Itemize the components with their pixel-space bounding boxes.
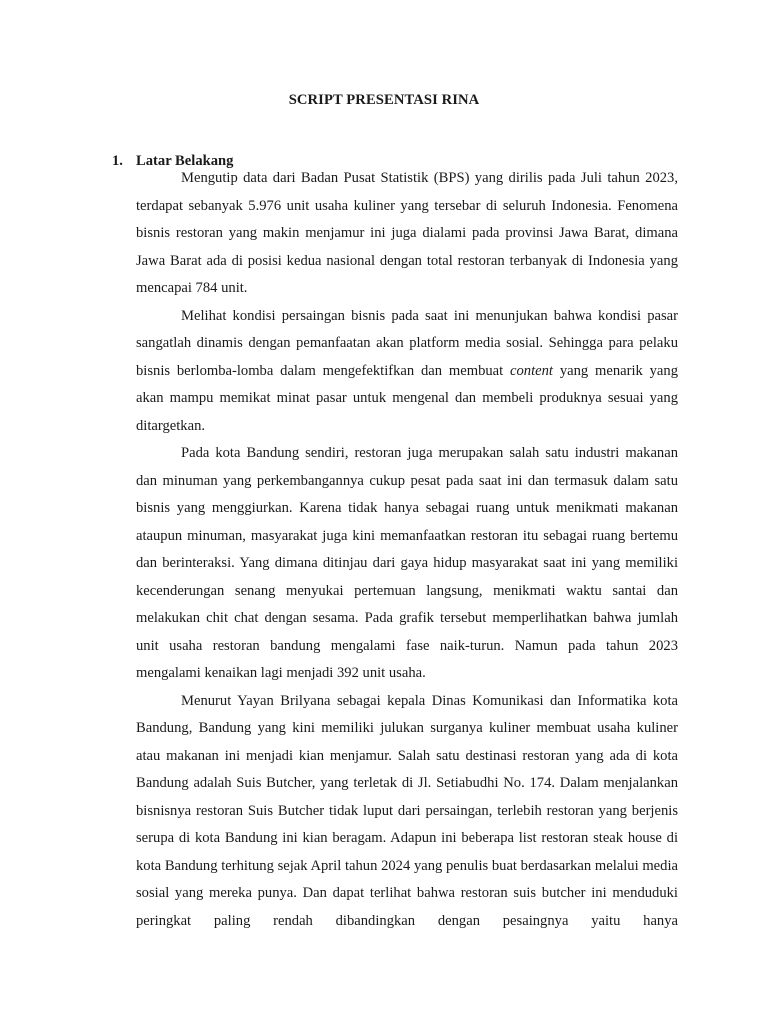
- paragraph-2-text-after: yang menarik yang akan mampu memikat minat pasar untuk mengenal dan membeli produknya sesuai yang ditargetkan.: [136, 362, 679, 434]
- paragraph-2-text-before: Melihat kondisi persaingan bisnis pada saat ini menunjukan bahwa kondisi pasar sangatlah dinamis dengan pemanfaatan akan platform media sosial. Sehingga para pelaku bisnis berlomba-lomba dalam mengefektifkan dan membuat: [136, 307, 678, 379]
- paragraph-3: Pada kota Bandung sendiri, restoran juga merupakan salah satu industri makanan dan minuman yang perkembangannya cukup pesat pada saat ini dan termasuk dalam satu bisnis yang menggiurkan. Karena tidak hanya sebagai ruang untuk menikmati makanan ataupun minuman, masyarakat juga kini memanfaatkan restoran itu sebagai ruang bertemu dan berinteraksi. Yang dimana ditinjau dari gaya hidup masyarakat saat ini yang memiliki kecenderungan senang menyukai pertemuan langsung, menikmati waktu santai dan melakukan chit chat dengan sesama. Pada grafik tersebut memperlihatkan bahwa jumlah unit usaha restoran bandung mengalami fase naik-turun. Namun pada tahun 2023 mengalami kenaikan lagi menjadi 392 unit usaha.: [136, 445, 678, 681]
- section-number: 1.: [112, 153, 123, 169]
- document-title: SCRIPT PRESENTASI RINA: [288, 92, 480, 108]
- paragraph-1: Mengutip data dari Badan Pusat Statistik (BPS) yang dirilis pada Juli tahun 2023, terdapat sebanyak 5.976 unit usaha kuliner yang tersebar di seluruh Indonesia. Fenomena bisnis restoran yang makin menjamur ini juga dialami pada provinsi Jawa Barat, dimana Jawa Barat ada di posisi kedua nasional dengan total restoran terbanyak di Indonesia yang mencapai 784 unit.: [136, 170, 678, 296]
- paragraph-2-italic-term: content: [510, 362, 553, 379]
- section-latar-belakang: [112, 152, 678, 935]
- paragraph-2: [136, 303, 678, 441]
- section-heading: [112, 152, 678, 170]
- paragraph-4: Menurut Yayan Brilyana sebagai kepala Dinas Komunikasi dan Informatika kota Bandung, Bandung yang kini memiliki julukan surganya kuliner membuat usaha kuliner atau makanan ini menjadi kian menjamur. Salah satu destinasi restoran yang ada di kota Bandung adalah Suis Butcher, yang terletak di Jl. Setiabudhi No. 174. Dalam menjalankan bisnisnya restoran Suis Butcher tidak luput dari persaingan, terlebih restoran yang berjenis serupa di kota Bandung ini kian beragam. Adapun ini beberapa list restoran steak house di kota Bandung terhitung sejak April tahun 2024 yang penulis buat berdasarkan melalui media sosial yang mereka punya. Dan dapat terlihat bahwa restoran suis butcher ini menduduki peringkat paling rendah dibandingkan dengan pesaingnya yaitu hanya: [136, 692, 678, 929]
- section-body: [136, 165, 678, 935]
- section-heading-label: Latar Belakang: [136, 153, 234, 169]
